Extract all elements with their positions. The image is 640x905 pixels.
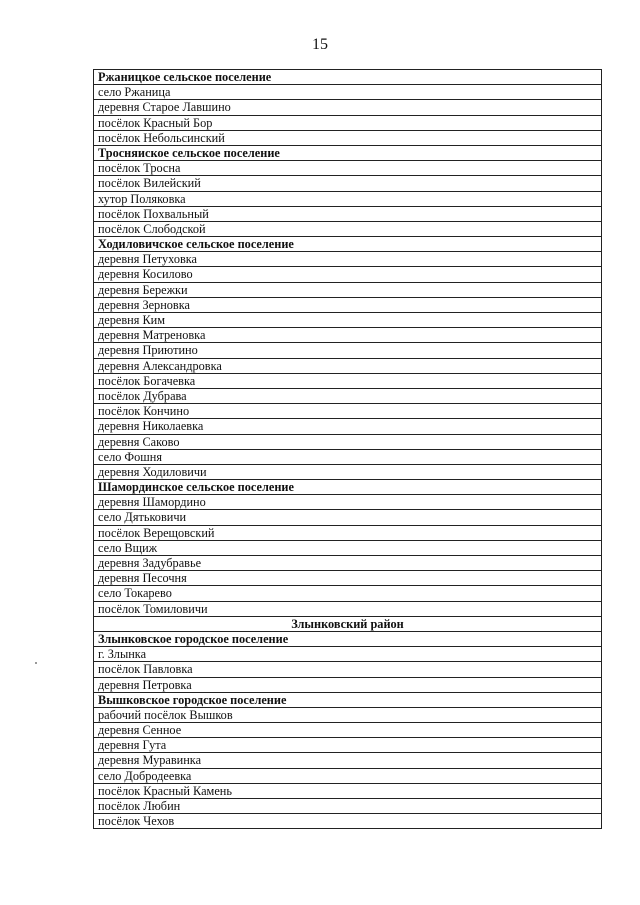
- settlement-row: деревня Зерновка: [94, 298, 601, 313]
- settlement-row: деревня Саково: [94, 435, 601, 450]
- settlement-row: деревня Сенное: [94, 723, 601, 738]
- settlement-group-header: Тросняиское сельское поселение: [94, 146, 601, 161]
- settlement-group-header: Злынковское городское поселение: [94, 632, 601, 647]
- settlement-row: деревня Косилово: [94, 267, 601, 282]
- settlement-row: деревня Петуховка: [94, 252, 601, 267]
- settlement-row: рабочий посёлок Вышков: [94, 708, 601, 723]
- settlement-row: посёлок Красный Бор: [94, 116, 601, 131]
- settlement-row: деревня Гута: [94, 738, 601, 753]
- settlement-group-header: Шамординское сельское поселение: [94, 480, 601, 495]
- settlement-row: деревня Шамордино: [94, 495, 601, 510]
- settlement-row: посёлок Тросна: [94, 161, 601, 176]
- settlement-row: село Вщиж: [94, 541, 601, 556]
- settlement-row: посёлок Вилейский: [94, 176, 601, 191]
- settlement-row: село Дятьковичи: [94, 510, 601, 525]
- settlement-row: посёлок Верещовский: [94, 526, 601, 541]
- settlement-row: посёлок Томиловичи: [94, 602, 601, 617]
- district-header: Злынковский район: [94, 617, 601, 632]
- settlement-row: деревня Александровка: [94, 359, 601, 374]
- settlement-row: посёлок Любин: [94, 799, 601, 814]
- settlement-row: деревня Старое Лавшино: [94, 100, 601, 115]
- settlement-row: посёлок Небольсинский: [94, 131, 601, 146]
- settlement-row: деревня Николаевка: [94, 419, 601, 434]
- settlement-group-header: Ходиловичское сельское поселение: [94, 237, 601, 252]
- settlement-row: посёлок Чехов: [94, 814, 601, 829]
- settlement-row: деревня Бережки: [94, 283, 601, 298]
- settlement-row: деревня Песочня: [94, 571, 601, 586]
- settlement-row: посёлок Пoxвальный: [94, 207, 601, 222]
- settlement-row: деревня Задубравье: [94, 556, 601, 571]
- settlement-row: деревня Петровка: [94, 678, 601, 693]
- settlement-row: деревня Ким: [94, 313, 601, 328]
- settlement-row: посёлок Дубрава: [94, 389, 601, 404]
- settlement-row: деревня Приютино: [94, 343, 601, 358]
- settlement-row: посёлок Слободской: [94, 222, 601, 237]
- settlement-row: посёлок Павловка: [94, 662, 601, 677]
- settlement-row: деревня Ходиловичи: [94, 465, 601, 480]
- settlement-row: село Токарево: [94, 586, 601, 601]
- settlement-group-header: Вышковское городское поселение: [94, 693, 601, 708]
- settlement-row: село Добродеевка: [94, 769, 601, 784]
- settlement-row: деревня Муравинка: [94, 753, 601, 768]
- settlement-row: хутор Поляковка: [94, 192, 601, 207]
- settlement-row: посёлок Богачевка: [94, 374, 601, 389]
- settlement-row: село Ржаница: [94, 85, 601, 100]
- page-number: 15: [312, 36, 328, 53]
- settlement-row: село Фошня: [94, 450, 601, 465]
- settlement-row: г. Злынка: [94, 647, 601, 662]
- settlement-row: посёлок Кончино: [94, 404, 601, 419]
- settlement-row: посёлок Красный Камень: [94, 784, 601, 799]
- scan-speck: [35, 662, 37, 664]
- settlement-row: деревня Матреновка: [94, 328, 601, 343]
- settlements-table: [93, 69, 602, 829]
- settlement-group-header: Ржаницкое сельское поселение: [94, 70, 601, 85]
